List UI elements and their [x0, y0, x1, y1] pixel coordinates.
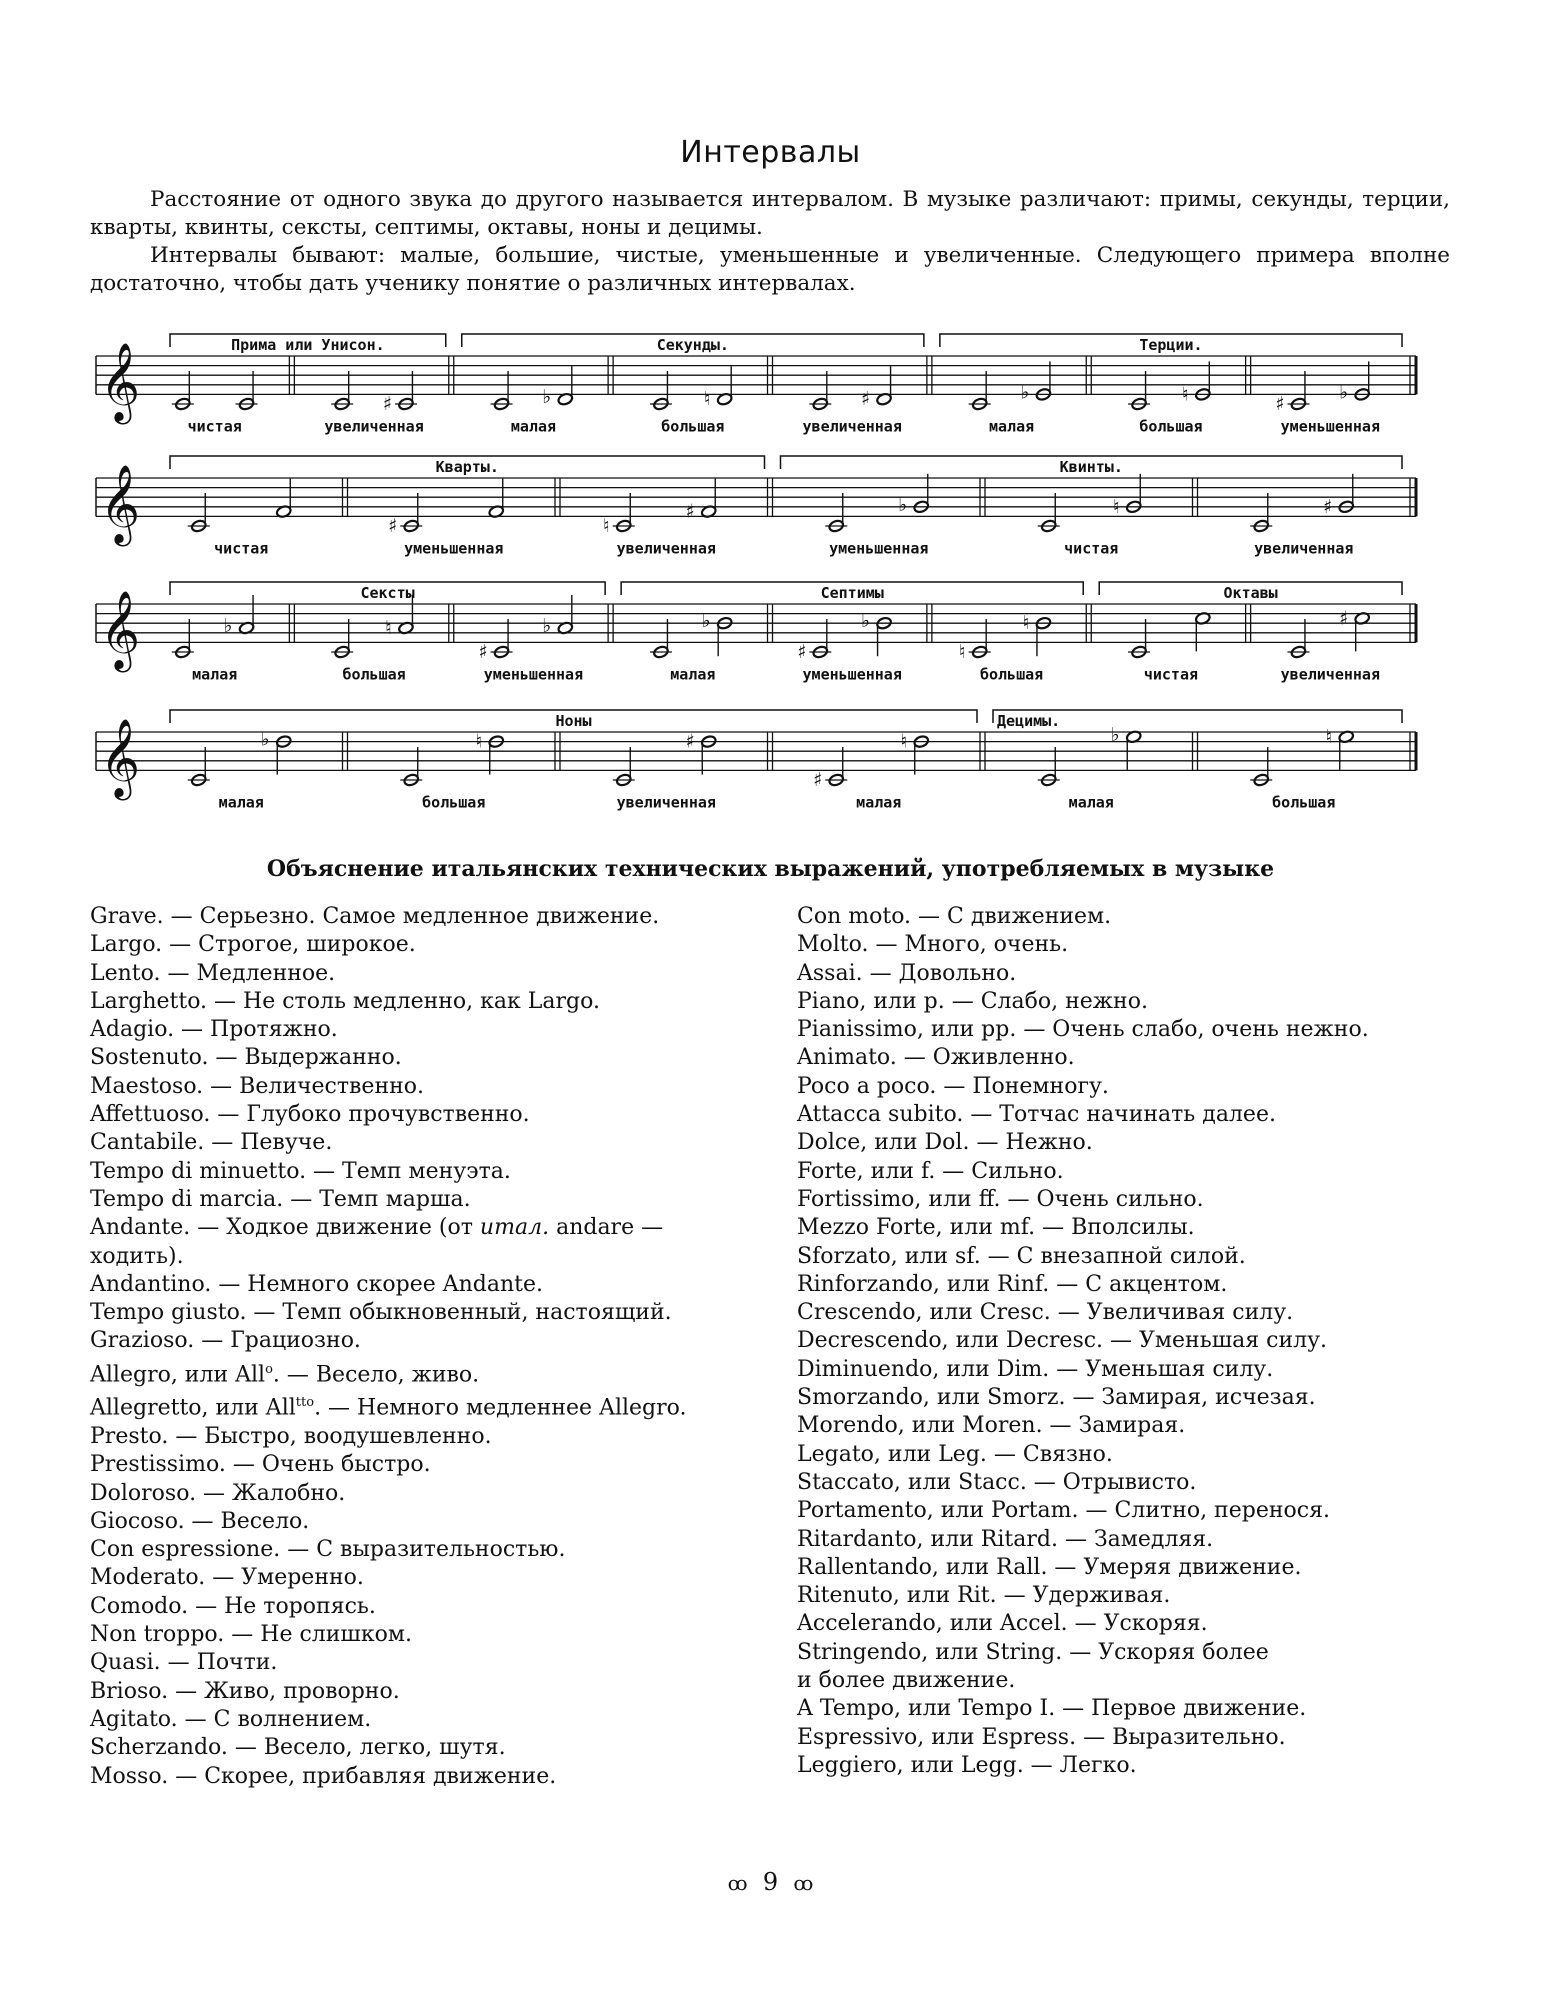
term-line: Larghetto. — Не столь медленно, как Largo.	[90, 988, 600, 1014]
interval-caption: чистая	[187, 417, 242, 436]
sharp-accidental-icon: ♯	[797, 641, 807, 663]
flat-accidental-icon: ♭	[1020, 381, 1030, 404]
interval-caption: увеличенная	[616, 539, 716, 558]
term-line: Smorzando, или Smorz. — Замирая, исчезая.	[797, 1385, 1316, 1411]
natural-accidental-icon: ♮	[958, 641, 966, 663]
term-text: Allegro, или All	[90, 1362, 266, 1388]
interval-group-label: Прима или Унисон.	[231, 336, 385, 354]
interval-group-label: Квинты.	[1059, 458, 1123, 476]
interval-caption: большая	[661, 417, 725, 436]
interval-caption: малая	[510, 417, 557, 436]
term-line: Espressivo, или Espress. — Выразительно.	[797, 1724, 1286, 1750]
natural-accidental-icon: ♮	[1112, 495, 1120, 518]
treble-clef-icon: 𝄞	[99, 342, 141, 422]
term-text: Andante. — Ходкое движение (от	[90, 1215, 480, 1241]
flat-accidental-icon: ♭	[542, 386, 552, 409]
term-line: Forte, или f. — Сильно.	[797, 1158, 1064, 1184]
staff	[96, 710, 1416, 791]
term-line: Dolce, или Dol. — Нежно.	[797, 1130, 1093, 1156]
term-line: Mezzo Forte, или mf. — Вполсилы.	[797, 1215, 1195, 1241]
term-line: ходить).	[90, 1243, 184, 1269]
sharp-accidental-icon: ♯	[1275, 393, 1285, 415]
term-line: Largo. — Строгое, широкое.	[90, 932, 416, 958]
term-line: и более движение.	[797, 1668, 1016, 1694]
interval-caption: чистая	[214, 539, 269, 558]
terms-list-left	[90, 903, 770, 1791]
flat-accidental-icon: ♭	[898, 493, 908, 516]
staff	[96, 582, 1416, 663]
flat-accidental-icon: ♭	[1339, 381, 1349, 404]
interval-caption: малая	[988, 417, 1035, 436]
term-line: Diminuendo, или Dim. — Уменьшая силу.	[797, 1356, 1274, 1382]
term-line: Moderato. — Умеренно.	[90, 1565, 364, 1591]
term-line: Pianissimo, или pp. — Очень слабо, очень нежно.	[797, 1017, 1369, 1043]
interval-caption: малая	[856, 793, 902, 812]
interval-group-label: Терции.	[1139, 336, 1203, 354]
term-line: Mosso. — Скорее, прибавляя движение.	[90, 1763, 557, 1789]
natural-accidental-icon: ♮	[1182, 383, 1189, 406]
intro-paragraph: Расстояние от одного звука до другого называется интервалом. В музыке различают: примы, секунды, терции, кварты, квинты, сексты, септимы, октавы, ноны и децимы.	[90, 187, 1450, 240]
term-line: Staccato, или Stacc. — Отрывисто.	[797, 1469, 1197, 1495]
term-line: Decrescendo, или Decresc. — Уменьшая силу.	[797, 1328, 1328, 1354]
term-line: Affettuoso. — Глубоко прочувственно.	[90, 1102, 530, 1128]
ornament-left-icon: ꝏ	[727, 1871, 748, 1895]
sharp-accidental-icon: ♯	[1323, 495, 1333, 518]
sharp-accidental-icon: ♯	[813, 769, 823, 791]
flat-accidental-icon: ♭	[542, 615, 552, 637]
term-line	[90, 1389, 770, 1423]
term-line: Prestissimo. — Очень быстро.	[90, 1452, 431, 1478]
term-line: Andantino. — Немного скорее Andante.	[90, 1271, 544, 1297]
term-line: Con espressione. — С выразительностью.	[90, 1537, 566, 1563]
interval-caption: большая	[1139, 417, 1203, 436]
term-line: Rallentando, или Rall. — Умеряя движение.	[797, 1554, 1302, 1580]
term-line: Adagio. — Протяжно.	[90, 1017, 338, 1043]
page-number: 9	[762, 1868, 779, 1896]
term-superscript: tto	[295, 1395, 315, 1411]
interval-caption: чистая	[1143, 665, 1199, 684]
term-line: Grazioso. — Грациозно.	[90, 1328, 361, 1354]
interval-caption: чистая	[1064, 539, 1119, 558]
interval-group-label: Сексты	[360, 584, 415, 602]
interval-group-label: Ноны	[555, 712, 592, 730]
term-line: Presto. — Быстро, воодушевленно.	[90, 1424, 492, 1449]
natural-accidental-icon: ♮	[1325, 725, 1333, 748]
interval-caption: большая	[422, 793, 486, 812]
term-line: Rinforzando, или Rinf. — С акцентом.	[797, 1271, 1228, 1297]
interval-caption: уменьшенная	[829, 539, 929, 558]
term-line: Scherzando. — Весело, легко, шутя.	[90, 1735, 506, 1761]
term-line: Comodo. — Не торопясь.	[90, 1593, 376, 1619]
intro-paragraph: Интервалы бывают: малые, большие, чистые, уменьшенные и увеличенные. Следующего примера вполне достаточно, чтобы дать ученику понятие о различных интервалах.	[90, 243, 1450, 296]
term-line	[90, 1214, 770, 1242]
term-line: Maestoso. — Величественно.	[90, 1073, 425, 1099]
term-superscript: o	[265, 1361, 273, 1377]
interval-caption: увеличенная	[802, 417, 902, 436]
interval-caption: большая	[979, 665, 1044, 684]
term-text: . — Немного медленнее Allegro.	[314, 1395, 687, 1421]
sharp-accidental-icon: ♯	[685, 730, 695, 753]
interval-staves	[0, 300, 1541, 820]
term-italic: итал.	[479, 1215, 550, 1241]
term-text: Allegretto, или All	[90, 1395, 296, 1421]
term-text: andare —	[549, 1215, 664, 1241]
sharp-accidental-icon: ♯	[685, 500, 695, 523]
intro-text	[90, 186, 1450, 298]
staff	[96, 456, 1416, 537]
sharp-accidental-icon: ♯	[388, 515, 398, 537]
term-line: Ritenuto, или Rit. — Удерживая.	[797, 1583, 1171, 1609]
interval-caption: увеличенная	[1254, 539, 1354, 558]
term-line: Piano, или p. — Слабо, нежно.	[797, 988, 1148, 1014]
interval-caption: уменьшенная	[404, 539, 504, 558]
interval-caption: уменьшенная	[802, 665, 902, 684]
interval-caption: увеличенная	[324, 417, 424, 436]
interval-caption: малая	[1068, 793, 1114, 812]
natural-accidental-icon: ♮	[475, 730, 483, 753]
term-line: Sforzato, или sf. — С внезапной силой.	[797, 1243, 1246, 1269]
sharp-accidental-icon: ♯	[860, 388, 871, 411]
term-line: Assai. — Довольно.	[797, 960, 1017, 986]
term-line: Fortissimo, или ff. — Очень сильно.	[797, 1186, 1204, 1212]
interval-caption: большая	[342, 665, 406, 684]
term-line: Attacca subito. — Тотчас начинать далее.	[797, 1102, 1276, 1128]
page-title: Интервалы	[680, 135, 861, 170]
term-line: Lento. — Медленное.	[90, 960, 336, 986]
term-line: Quasi. — Почти.	[90, 1650, 278, 1676]
interval-group-label: Кварты.	[435, 458, 499, 476]
term-line: Portamento, или Portam. — Слитно, перенося.	[797, 1498, 1330, 1524]
interval-caption: большая	[1272, 793, 1336, 812]
term-line: Doloroso. — Жалобно.	[90, 1480, 346, 1506]
term-text: . — Весело, живо.	[272, 1362, 480, 1388]
interval-group-label: Септимы	[820, 584, 884, 602]
treble-clef-icon: 𝄞	[99, 718, 141, 798]
term-line: Ritardanto, или Ritard. — Замедляя.	[797, 1526, 1214, 1552]
natural-accidental-icon: ♮	[900, 730, 908, 753]
interval-caption: уменьшенная	[1280, 417, 1380, 436]
flat-accidental-icon: ♭	[260, 728, 270, 751]
interval-caption: увеличенная	[616, 793, 716, 812]
term-line: Animato. — Оживленно.	[797, 1045, 1075, 1071]
term-line: Non troppo. — Не слишком.	[90, 1622, 412, 1648]
flat-accidental-icon: ♭	[861, 610, 871, 633]
treble-clef-icon: 𝄞	[99, 464, 141, 544]
term-line: Cantabile. — Певуче.	[90, 1130, 333, 1156]
flat-accidental-icon: ♭	[223, 615, 233, 637]
term-line: Molto. — Много, очень.	[797, 932, 1069, 958]
interval-caption: малая	[218, 793, 264, 812]
term-line: Tempo di marcia. — Темп марша.	[90, 1186, 471, 1212]
term-line: Poco a poco. — Понемногу.	[797, 1073, 1109, 1099]
interval-caption: уменьшенная	[483, 665, 584, 684]
sharp-accidental-icon: ♯	[478, 641, 488, 663]
interval-caption: малая	[670, 665, 716, 684]
term-line: Crescendo, или Cresc. — Увеличивая силу.	[797, 1300, 1294, 1326]
treble-clef-icon: 𝄞	[99, 590, 141, 670]
interval-group-label: Октавы	[1223, 584, 1278, 602]
term-line: Agitato. — С волнением.	[90, 1706, 372, 1732]
term-line: Sostenuto. — Выдержанно.	[90, 1045, 402, 1071]
flat-accidental-icon: ♭	[1110, 723, 1120, 746]
interval-caption: малая	[192, 665, 238, 684]
term-line: Stringendo, или String. — Ускоряя более	[797, 1639, 1269, 1665]
section-title: Объяснение итальянских технических выражений, употребляемых в музыке	[266, 856, 1275, 882]
sharp-accidental-icon: ♯	[1338, 607, 1349, 630]
natural-accidental-icon: ♮	[385, 617, 392, 639]
term-line: Tempo giusto. — Темп обыкновенный, настоящий.	[90, 1300, 672, 1326]
term-line: Morendo, или Moren. — Замирая.	[797, 1413, 1186, 1439]
term-line: Con moto. — С движением.	[797, 904, 1112, 929]
term-line: Giocoso. — Весело.	[90, 1508, 310, 1534]
natural-accidental-icon: ♮	[703, 388, 711, 411]
ornament-right-icon: ꝏ	[793, 1871, 814, 1895]
term-line: Leggiero, или Legg. — Легко.	[797, 1752, 1137, 1778]
term-line	[90, 1356, 770, 1390]
terms-list-right	[797, 903, 1487, 1780]
sharp-accidental-icon: ♯	[382, 393, 392, 415]
flat-accidental-icon: ♭	[701, 610, 711, 633]
natural-accidental-icon: ♮	[602, 515, 610, 537]
term-line: Legato, или Leg. — Связно.	[797, 1441, 1113, 1467]
term-line: Accelerando, или Accel. — Ускоряя.	[797, 1611, 1208, 1637]
term-line: Grave. — Серьезно. Самое медленное движение.	[90, 904, 660, 929]
term-line: Tempo di minuetto. — Темп менуэта.	[90, 1158, 511, 1184]
term-line: A Tempo, или Tempo I. — Первое движение.	[797, 1696, 1307, 1722]
interval-caption: увеличенная	[1280, 665, 1380, 684]
natural-accidental-icon: ♮	[1022, 612, 1030, 635]
interval-group-label: Децимы.	[997, 712, 1061, 730]
page-footer	[0, 1868, 1541, 1896]
term-line: Brioso. — Живо, проворно.	[90, 1678, 400, 1704]
interval-group-label: Секунды.	[656, 336, 729, 354]
